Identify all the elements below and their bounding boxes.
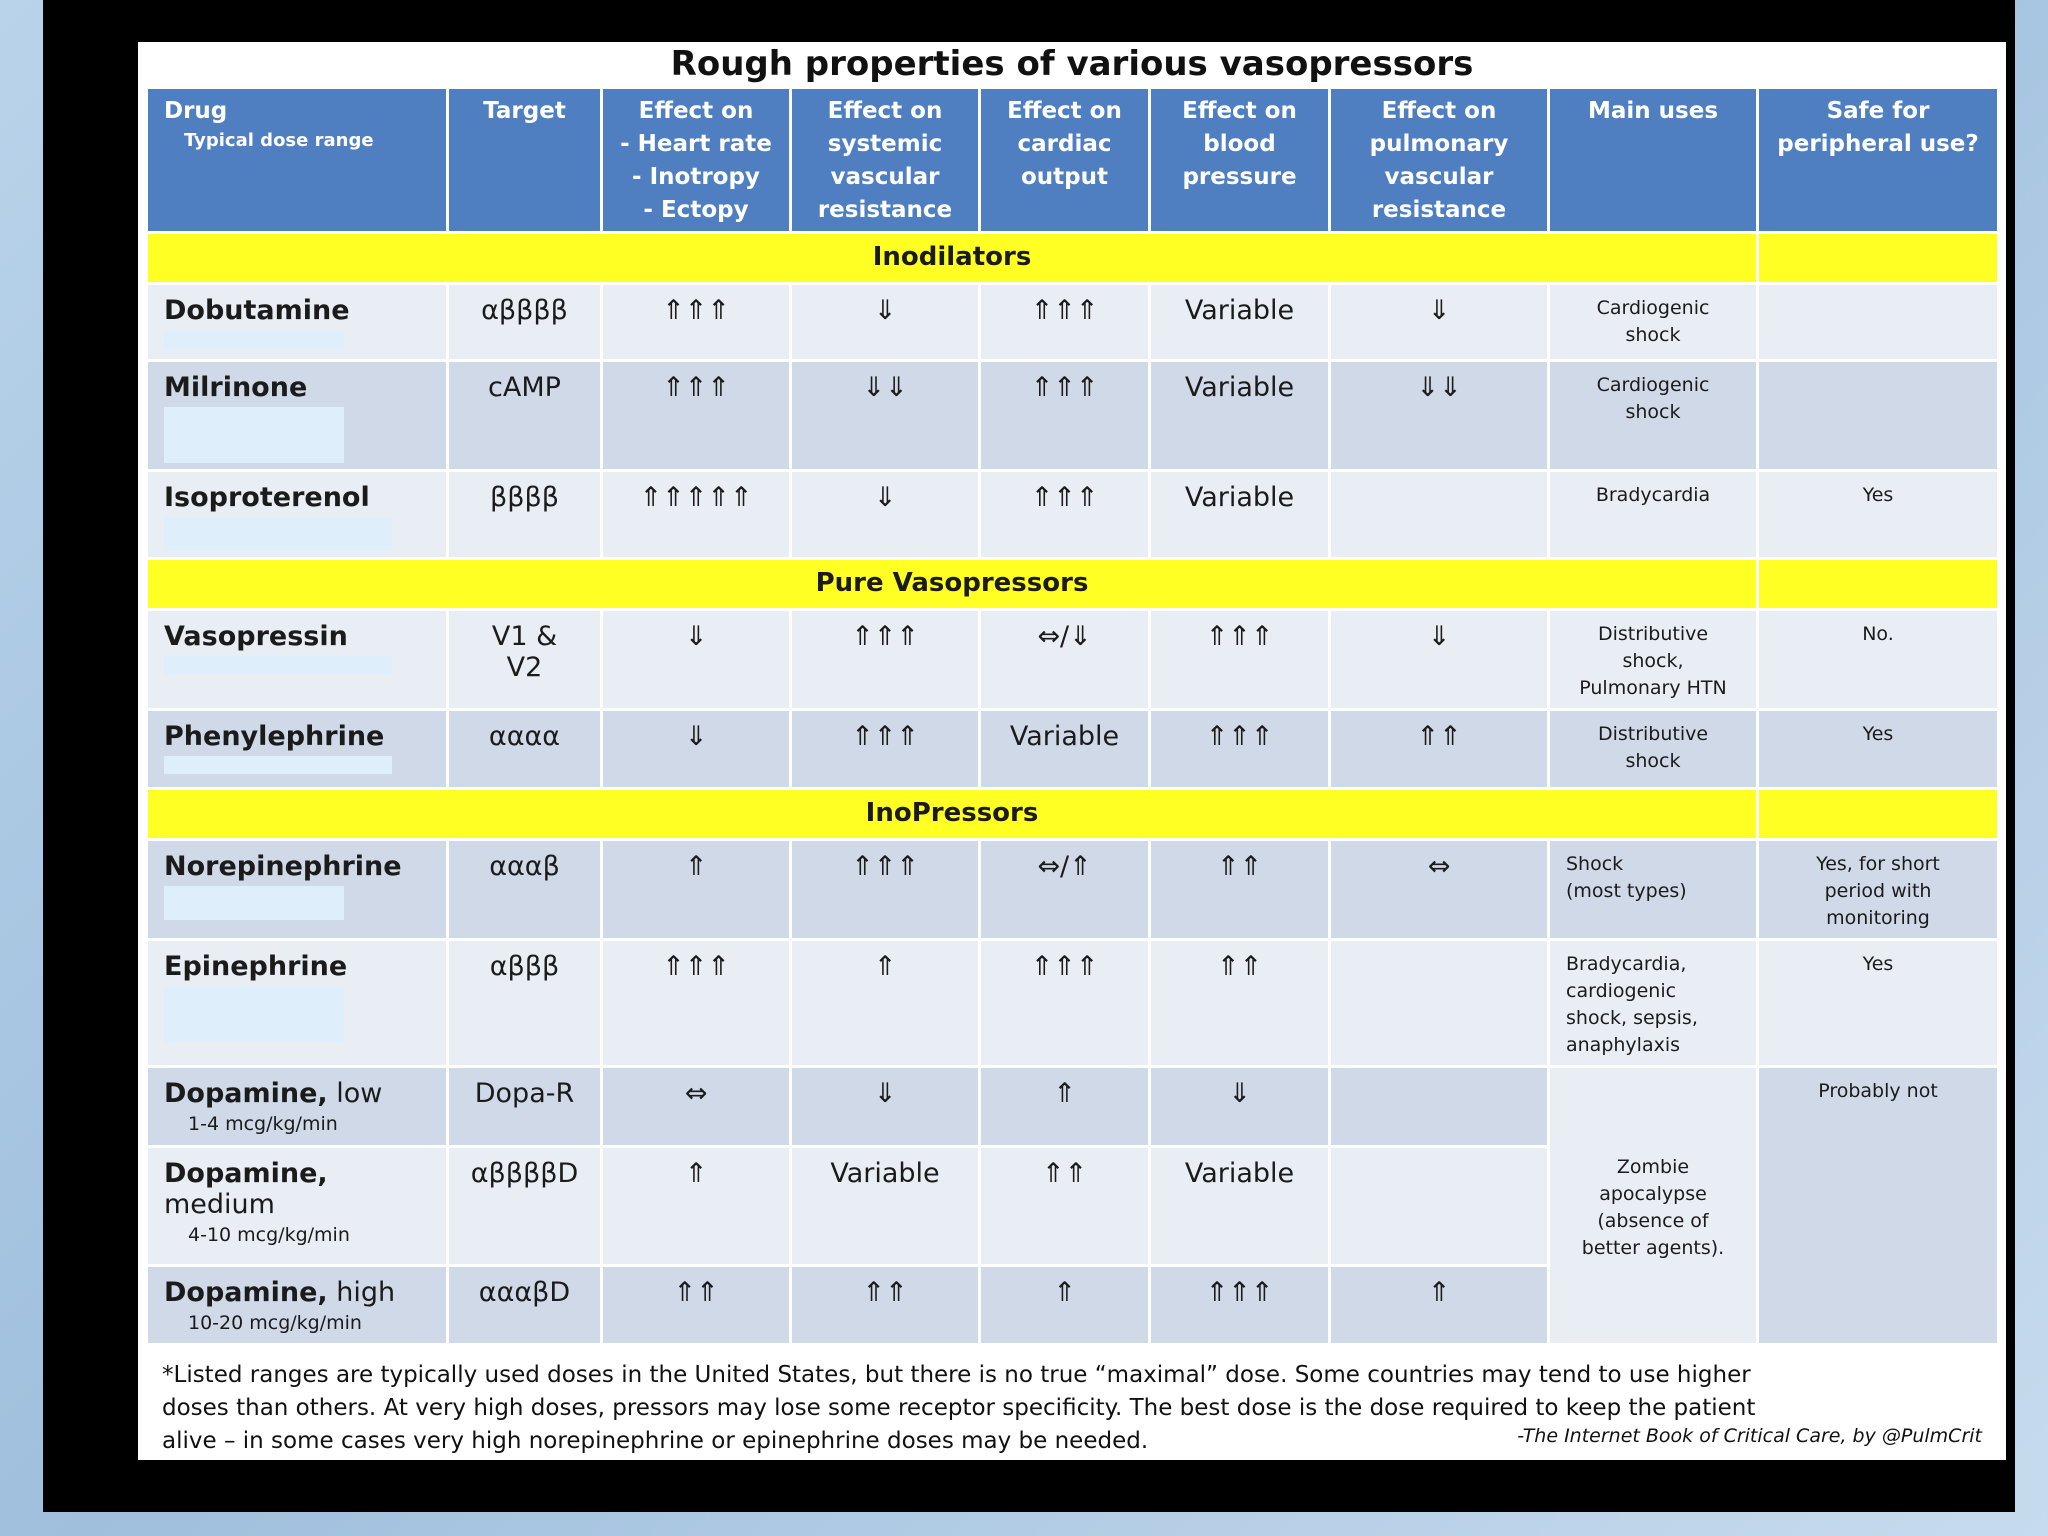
category-row-pure-vasopressors (148, 560, 1997, 608)
header-main-uses: Main uses (1550, 89, 1756, 231)
redacted-dose (164, 656, 392, 674)
header-pvr: Effect on pulmonary vascular resistance (1331, 89, 1547, 231)
header-cardiac-output: Effect on cardiac output (981, 89, 1148, 231)
dopamine-peripheral-safe: Probably not (1759, 1068, 1997, 1343)
redacted-dose (164, 886, 344, 920)
table-row-dopamine-medium: Dopamine, medium 4-10 mcg/kg/min αββββD ⇑ Variable ⇑⇑ Variable (148, 1148, 1997, 1264)
table-row-milrinone: Milrinone cAMP ⇑⇑⇑ ⇓⇓ ⇑⇑⇑ Variable ⇓⇓ Cardiogenic shock (148, 362, 1997, 469)
category-row-inopressors (148, 790, 1997, 838)
redacted-dose (164, 756, 392, 774)
category-label: InoPressors (148, 790, 1756, 838)
header-row (148, 89, 1997, 231)
category-label: Pure Vasopressors (148, 560, 1756, 608)
header-drug: Drug Typical dose range (148, 89, 446, 231)
header-svr: Effect on systemic vascular resistance (792, 89, 978, 231)
slide (138, 42, 2006, 1460)
header-heart-rate: Effect on - Heart rate - Inotropy - Ectopy (603, 89, 789, 231)
table-row-norepinephrine: Norepinephrine αααβ ⇑ ⇑⇑⇑ ⇔/⇑ ⇑⇑ ⇔ Shock (most types) Yes, for short period with monitoring (148, 841, 1997, 938)
redacted-dose (164, 986, 344, 1042)
source-credit: -The Internet Book of Critical Care, by @PulmCrit (1517, 1425, 1982, 1447)
table-row-epinephrine: Epinephrine αβββ ⇑⇑⇑ ⇑ ⇑⇑⇑ ⇑⇑ Bradycardia, cardiogenic shock, sepsis, anaphylaxis Yes (148, 941, 1997, 1065)
vasopressor-table (145, 86, 2000, 1346)
header-peripheral-safe: Safe for peripheral use? (1759, 89, 1997, 231)
footnote: *Listed ranges are typically used doses in the United States, but there is no true “maximal” dose. Some countries may tend to use higher doses than others. At very high doses, pressors may lose some receptor specificity. The best dose is the dose required to keep the patient alive – in some cases very high norepinephrine or epinephrine doses may be needed. (162, 1362, 1756, 1454)
table-row-dopamine-low: Dopamine, low 1-4 mcg/kg/min Dopa-R ⇔ ⇓ ⇑ ⇓ Zombie apocalypse (absence of better agents). Probably not (148, 1068, 1997, 1145)
table-row-dobutamine: Dobutamine αββββ ⇑⇑⇑ ⇓ ⇑⇑⇑ Variable ⇓ Cardiogenic shock (148, 285, 1997, 359)
category-row-inodilators (148, 234, 1997, 282)
page-title: Rough properties of various vasopressors (670, 44, 1474, 84)
redacted-dose (164, 517, 392, 551)
category-label: Inodilators (148, 234, 1756, 282)
header-target: Target (449, 89, 600, 231)
table-row-isoproterenol: Isoproterenol ββββ ⇑⇑⇑⇑⇑ ⇓ ⇑⇑⇑ Variable Bradycardia Yes (148, 472, 1997, 557)
redacted-dose (164, 330, 344, 350)
redacted-dose (164, 407, 344, 463)
slide-frame (43, 0, 2015, 1512)
table-row-phenylephrine: Phenylephrine αααα ⇓ ⇑⇑⇑ Variable ⇑⇑⇑ ⇑⇑ Distributive shock Yes (148, 711, 1997, 787)
header-blood-pressure: Effect on blood pressure (1151, 89, 1328, 231)
table-row-dopamine-high: Dopamine, high 10-20 mcg/kg/min αααβD ⇑⇑ ⇑⇑ ⇑ ⇑⇑⇑ ⇑ (148, 1267, 1997, 1343)
table-row-vasopressin: Vasopressin V1 & V2 ⇓ ⇑⇑⇑ ⇔/⇓ ⇑⇑⇑ ⇓ Distributive shock, Pulmonary HTN No. (148, 611, 1997, 708)
dopamine-main-uses: Zombie apocalypse (absence of better agents). (1550, 1068, 1756, 1343)
